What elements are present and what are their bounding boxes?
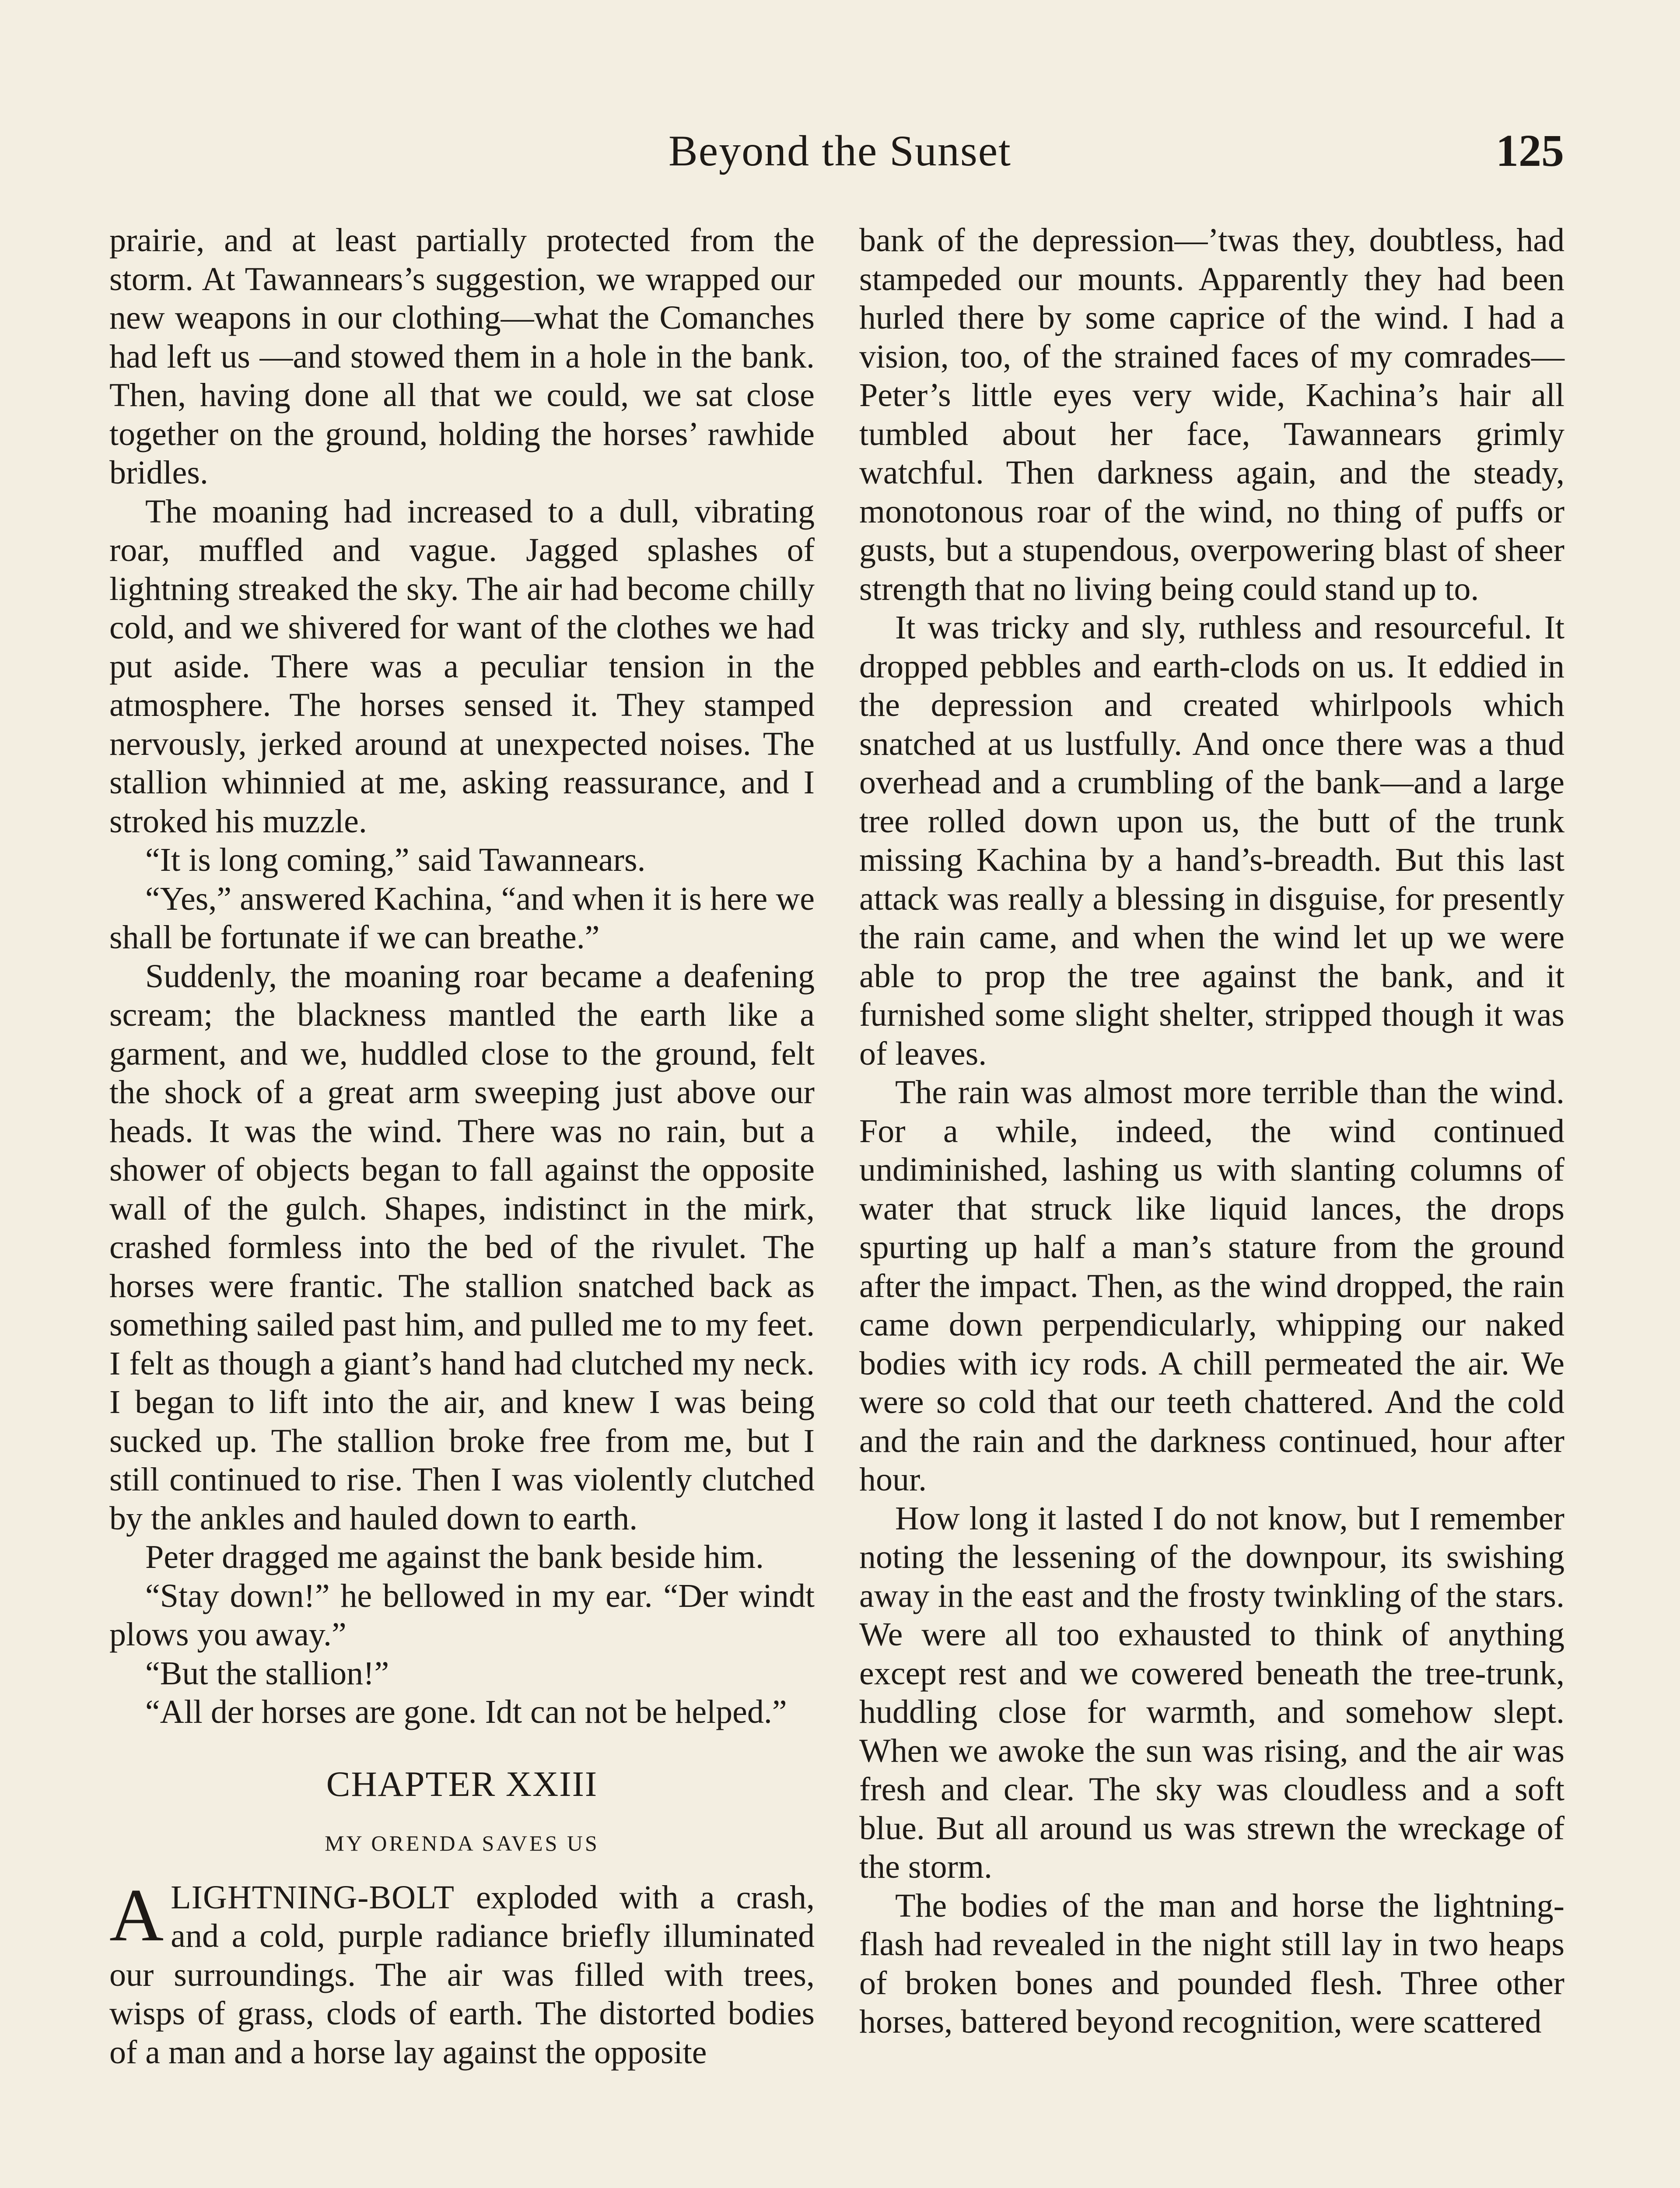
opening-word: LIGHTNING-BOLT (171, 1879, 455, 1916)
paragraph: “All der horses are gone. Idt can not be helped.” (145, 1694, 787, 1730)
paragraph: The rain was almost more terrible than the wind. For a while, indeed, the wind continued undiminished, lashing us with slanting columns of water that struck like liquid lances, the drops spurting up half a man’s stature from the ground after the impact. Then, as the wind dropped, the rain came down perpendicularly, whipping our naked bodies with icy rods. A chill permeated the air. We were so cold that our teeth chattered. And the cold and the rain and the darkness continued, hour after hour. (859, 1074, 1564, 1498)
paragraph: bank of the depression—’twas they, doubtless, had stampeded our mounts. Apparently they had been hurled there by some caprice of the wind. I had a vision, too, of the strained faces of my comrades—Peter’s little eyes very wide, Kachina’s hair all tumbled about her face, Tawannears grimly watchful. Then darkness again, and the steady, monotonous roar of the wind, no thing of puffs or gusts, but a stupendous, overpowering blast of sheer strength that no living being could stand up to. (859, 222, 1564, 607)
paragraph: Peter dragged me against the bank beside him. (145, 1539, 764, 1575)
paragraph: “Yes,” answered Kachina, “and when it is here we shall be fortunate if we can breathe.” (109, 880, 815, 956)
paragraph: How long it lasted I do not know, but I remember noting the lessening of the downpour, its swishing away in the east and the frosty twinkling of the stars. We were all too exhausted to think of anything except rest and we cowered beneath the tree-trunk, huddling close for warmth, and somehow slept. When we awoke the sun was rising, and the air was fresh and clear. The sky was cloudless and a soft blue. But all around us was strewn the wreckage of the storm. (859, 1500, 1564, 1885)
paragraph: prairie, and at least partially protected from the storm. At Tawannears’s suggestion, we wrapped our new weapons in our clothing—what the Comanches had left us —and stowed them in a hole in the bank. Then, having done all that we could, we sat close together on the ground, holding the horses’ rawhide bridles. (109, 222, 815, 491)
page-number: 125 (1496, 126, 1564, 176)
drop-cap: A (109, 1873, 164, 1957)
paragraph: “Stay down!” he bellowed in my ear. “Der windt plows you away.” (109, 1577, 815, 1653)
opening-text: exploded with a crash, and a cold, purple radiance briefly illuminated our surroundings. The air was filled with trees, wisps of grass, clods of earth. The distorted bodies of a man and a horse lay against the opposite (109, 1879, 815, 2071)
right-column (859, 221, 1564, 2041)
paragraph: Suddenly, the moaning roar became a deafening scream; the blackness mantled the earth like a garment, and we, huddled close to the ground, felt the shock of a great arm sweeping just above our heads. It was the wind. There was no rain, but a shower of objects began to fall against the opposite wall of the gulch. Shapes, indistinct in the mirk, crashed formless into the bed of the rivulet. The horses were frantic. The stallion snatched back as something sailed past him, and pulled me to my feet. I felt as though a giant’s hand had clutched my neck. I began to lift into the air, and knew I was being sucked up. The stallion broke free from me, but I still continued to rise. Then I was violently clutched by the ankles and hauled down to earth. (109, 957, 815, 1537)
chapter-heading: CHAPTER XXIII (326, 1764, 598, 1804)
chapter-subtitle: MY ORENDA SAVES US (325, 1830, 599, 1855)
paragraph: It was tricky and sly, ruthless and resourceful. It dropped pebbles and earth-clods on us. It eddied in the depression and created whirlpools which snatched at us lustfully. And once there was a thud overhead and a crumbling of the bank—and a large tree rolled down upon us, the butt of the trunk missing Kachina by a hand’s-breadth. But this last attack was really a blessing in disguise, for presently the rain came, and when the wind let up we were able to prop the tree against the bank, and it furnished some slight shelter, stripped though it was of leaves. (859, 609, 1564, 1072)
running-title: Beyond the Sunset (668, 126, 1012, 175)
left-column (109, 221, 815, 2072)
paragraph: The bodies of the man and horse the lightning-flash had revealed in the night still lay in two heaps of broken bones and pounded flesh. Three other horses, battered beyond recognition, were scattered (859, 1887, 1564, 2040)
paragraph: The moaning had increased to a dull, vibrating roar, muffled and vague. Jagged splashes of lightning streaked the sky. The air had become chilly cold, and we shivered for want of the clothes we had put aside. There was a peculiar tension in the atmosphere. The horses sensed it. They stamped nervously, jerked around at unexpected noises. The stallion whinnied at me, asking reassurance, and I stroked his muzzle. (109, 493, 815, 840)
paragraph: “But the stallion!” (145, 1655, 389, 1692)
chapter-opening-paragraph (109, 1873, 815, 2072)
paragraph: “It is long coming,” said Tawannears. (145, 842, 646, 878)
